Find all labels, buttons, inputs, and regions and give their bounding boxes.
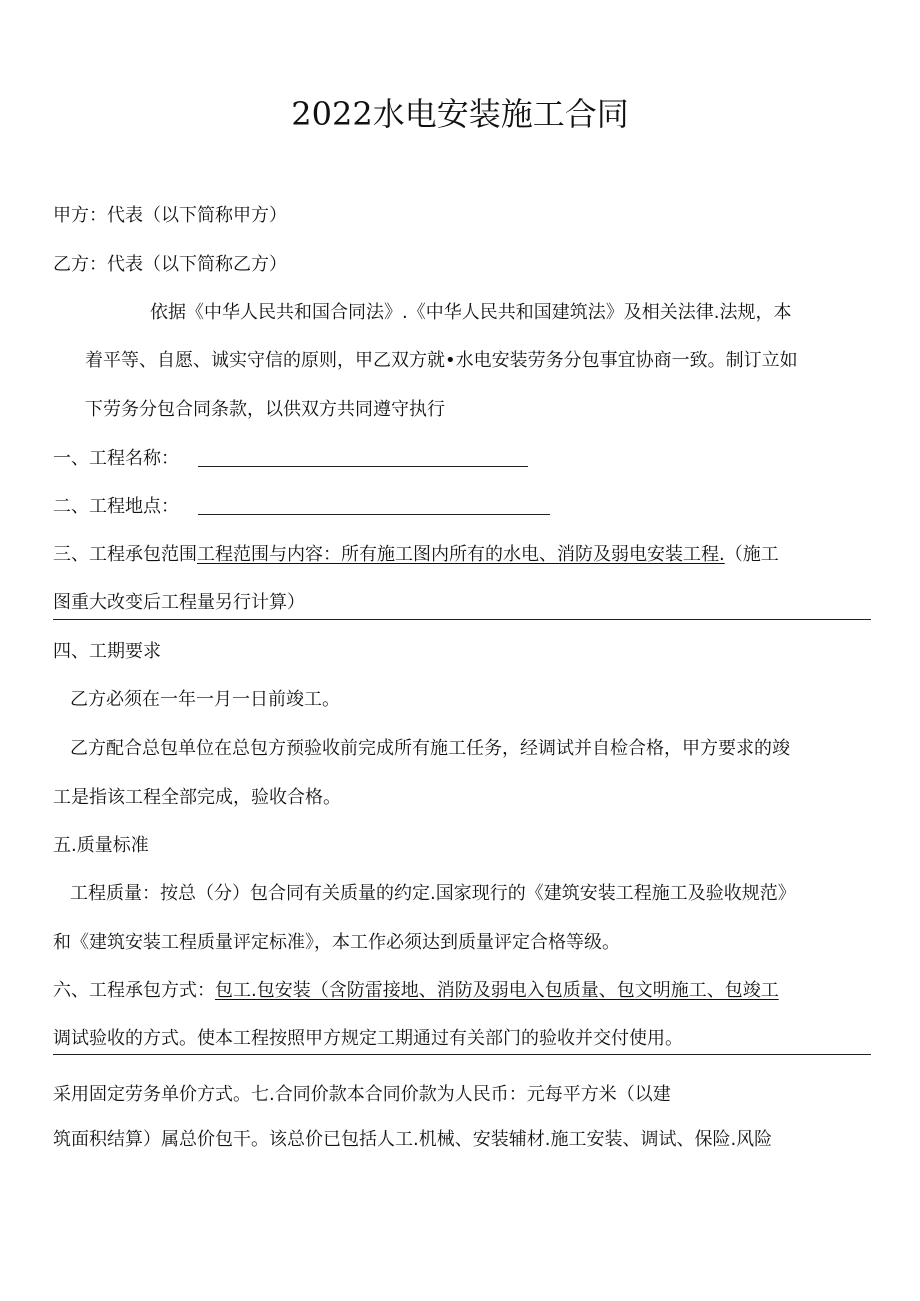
scope-suffix: （施工 [724, 544, 779, 565]
project-location-label: 二、工程地点： [53, 496, 179, 517]
intro-line-3: 下劳务分包合同条款，以供双方共同遵守执行 [85, 399, 445, 420]
party-b-line: 乙方：代表（以下简称乙方） [53, 254, 287, 275]
schedule-p2-line1: 乙方配合总包单位在总包方预验收前完成所有施工任务，经调试并自检合格，甲方要求的竣 [70, 738, 790, 759]
intro-line-1: 依据《中华人民共和国合同法》.《中华人民共和国建筑法》及相关法律.法规，本 [150, 302, 792, 323]
project-name-label: 一、工程名称： [53, 448, 179, 469]
scope-underlined: 工程范围与内容：所有施工图内所有的水电、消防及弱电安装工程. [197, 544, 725, 565]
section-divider-2 [53, 1054, 871, 1055]
contract-method-line2: 调试验收的方式。使本工程按照甲方规定工期通过有关部门的验收并交付使用。 [53, 1028, 683, 1049]
scope-prefix: 三、工程承包范围 [53, 544, 197, 565]
contract-method-underlined: 包工.包安装（含防雷接地、消防及弱电入包质量、包文明施工、包竣工 [215, 980, 779, 1001]
project-location-blank [198, 514, 550, 515]
party-a-line: 甲方：代表（以下简称甲方） [53, 205, 287, 226]
contract-method-line1 [53, 979, 779, 1003]
quality-line2: 和《建筑安装工程质量评定标准》，本工作必须达到质量评定合格等级。 [53, 932, 620, 953]
schedule-heading: 四、工期要求 [53, 641, 161, 662]
scope-line-2: 图重大改变后工程量另行计算） [53, 592, 305, 613]
schedule-p1: 乙方必须在一年一月一日前竣工。 [70, 689, 340, 710]
price-line2: 筑面积结算）属总价包干。该总价已包括人工.机械、安装辅材.施工安装、调试、保险.风险 [53, 1129, 773, 1150]
schedule-p2-line2: 工是指该工程全部完成，验收合格。 [53, 787, 341, 808]
document-title: 2022水电安装施工合同 [291, 95, 629, 133]
quality-line1: 工程质量：按总（分）包合同有关质量的约定.国家现行的《建筑安装工程施工及验收规范》 [70, 883, 796, 904]
contract-method-prefix: 六、工程承包方式： [53, 980, 215, 1001]
scope-line-1 [53, 543, 779, 567]
quality-heading: 五.质量标准 [53, 835, 149, 856]
project-name-blank [198, 466, 528, 467]
intro-line-2: 着平等、自愿、诚实守信的原则，甲乙双方就•水电安装劳务分包事宜协商一致。制订立如 [85, 350, 798, 371]
price-line1: 采用固定劳务单价方式。七.合同价款本合同价款为人民币：元每平方米（以建 [53, 1084, 671, 1105]
section-divider [53, 619, 871, 620]
